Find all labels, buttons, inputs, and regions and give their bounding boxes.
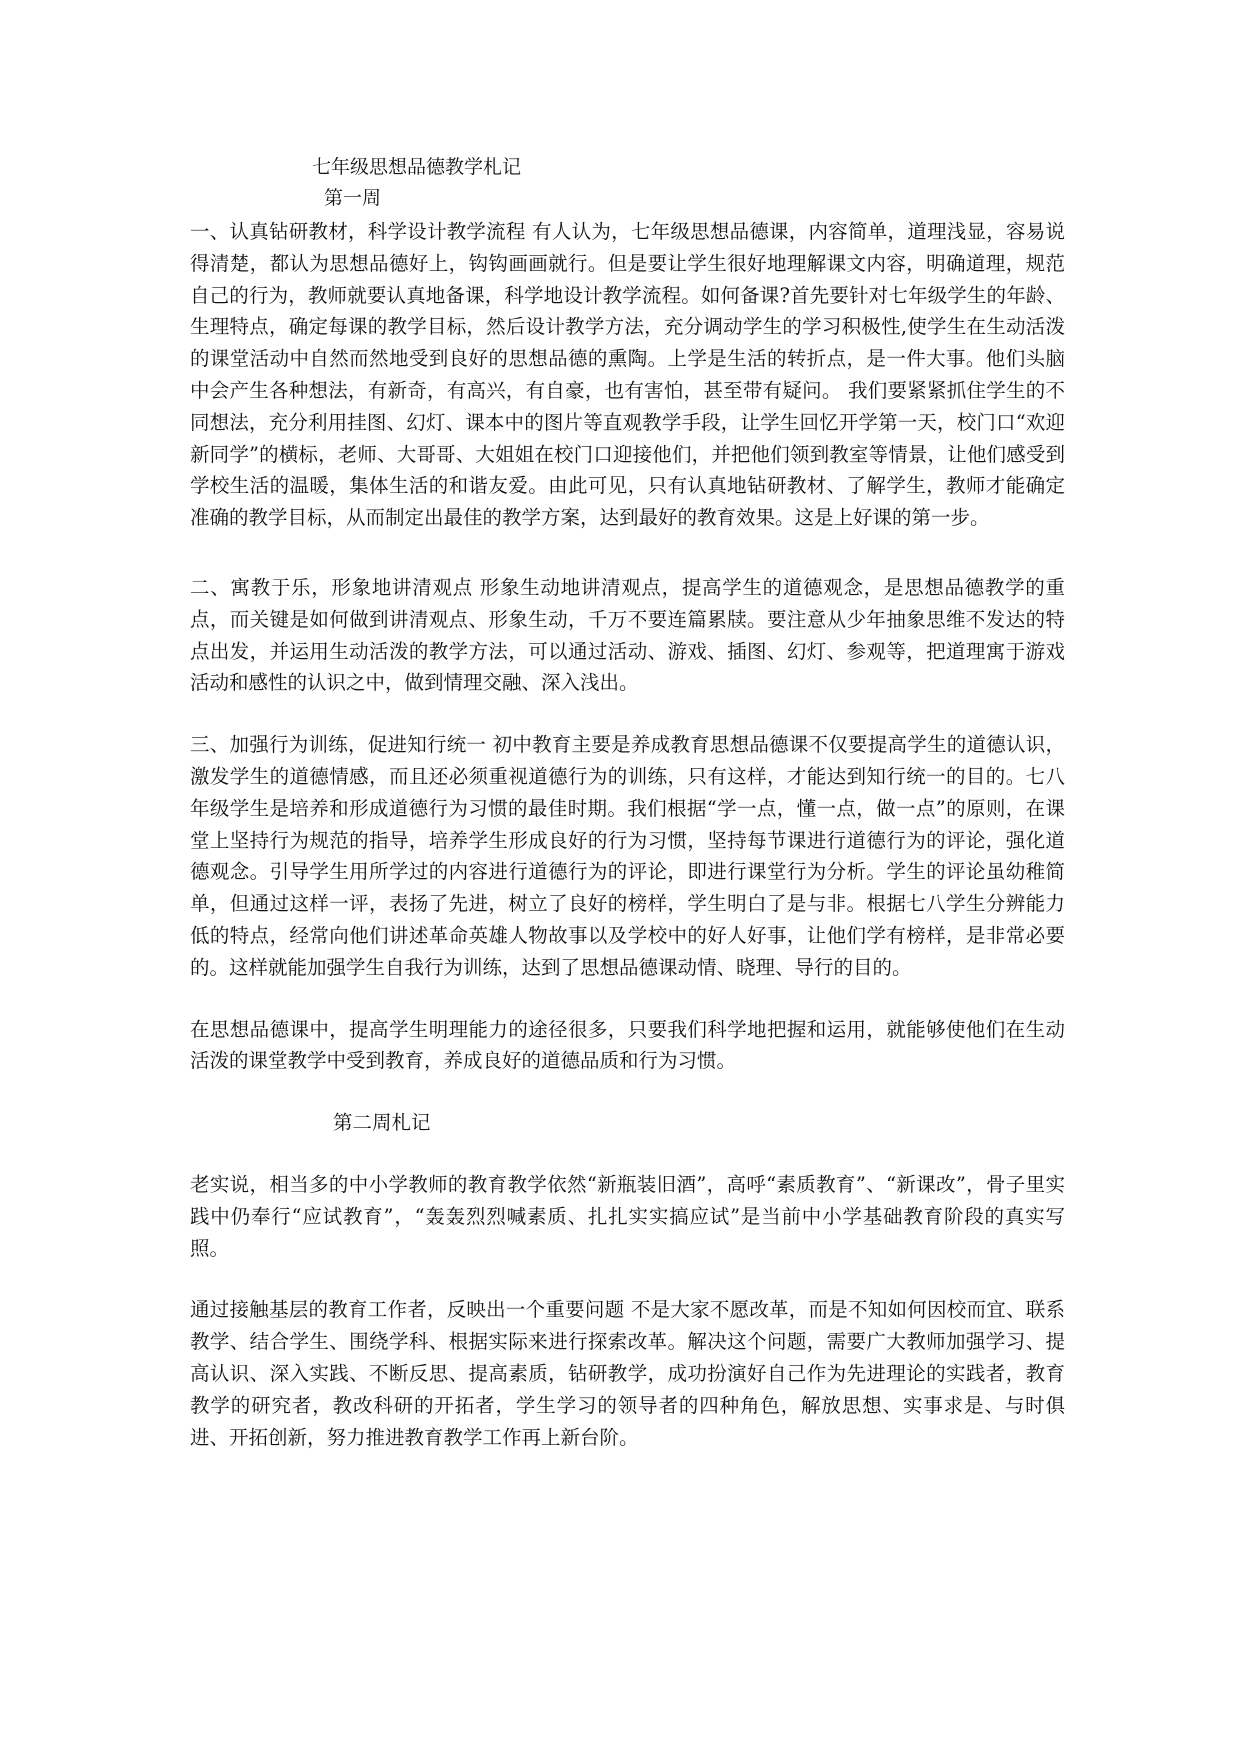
week2-heading: 第二周札记 — [333, 1111, 431, 1135]
paragraph-section-1: 一、认真钻研教材，科学设计教学流程 有人认为，七年级思想品德课，内容简单，道理浅显，容易说得清楚，都认为思想品德好上，钩钩画画就行。但是要让学生很好地理解课文内容，明确道理，规范自己的行为，教师就要认真地备课，科学地设计教学流程。如何备课?首先要针对七年级学生的年龄、生理特点，确定每课的教学目标，然后设计教学方法，充分调动学生的学习积极性,使学生在生动活泼的课堂活动中自然而然地受到良好的思想品德的熏陶。上学是生活的转折点，是一件大事。他们头脑中会产生各种想法，有新奇，有高兴，有自豪，也有害怕，甚至带有疑问。 我们要紧紧抓住学生的不同想法，充分利用挂图、幻灯、课本中的图片等直观教学手段，让学生回忆开学第一天，校门口“欢迎新同学”的横标，老师、大哥哥、大姐姐在校门口迎接他们，并把他们领到教室等情景，让他们感受到学校生活的温暖，集体生活的和谐友爱。由此可见，只有认真地钻研教材、了解学生，教师才能确定准确的教学目标，从而制定出最佳的教学方案，达到最好的教育效果。这是上好课的第一步。 — [190, 220, 1065, 530]
week1-heading: 第一周 — [324, 187, 382, 209]
document-body — [190, 216, 1065, 1453]
paragraph-week2-1: 老实说，相当多的中小学教师的教育教学依然“新瓶装旧酒”，高呼“素质教育”、“新课改”，骨子里实践中仍奉行“应试教育”，“轰轰烈烈喊素质、扎扎实实搞应试”是当前中小学基础教育阶段的真实写照。 — [190, 1172, 1065, 1260]
paragraph-conclusion: 在思想品德课中，提高学生明理能力的途径很多，只要我们科学地把握和运用，就能够使他们在生动活泼的课堂教学中受到教育，养成良好的道德品质和行为习惯。 — [190, 1017, 1065, 1073]
paragraph-week2-2: 通过接触基层的教育工作者，反映出一个重要问题 不是大家不愿改革，而是不知如何因校而宜、联系教学、结合学生、围绕学科、根据实际来进行探索改革。解决这个问题，需要广大教师加强学习、提高认识、深入实践、不断反思、提高素质，钻研教学，成功扮演好自己作为先进理论的实践者，教育教学的研究者，教改科研的开拓者，学生学习的领导者的四种角色，解放思想、实事求是、与时俱进、开拓创新，努力推进教育教学工作再上新台阶。 — [190, 1298, 1065, 1449]
document-title: 七年级思想品德教学札记 — [312, 156, 522, 178]
paragraph-section-2: 二、寓教于乐，形象地讲清观点 形象生动地讲清观点，提高学生的道德观念，是思想品德教学的重点，而关键是如何做到讲清观点、形象生动，千万不要连篇累牍。要注意从少年抽象思维不发达的特点出发，并运用生动活泼的教学方法，可以通过活动、游戏、插图、幻灯、参观等，把道理寓于游戏活动和感性的认识之中，做到情理交融、深入浅出。 — [190, 575, 1065, 695]
paragraph-section-3: 三、加强行为训练，促进知行统一 初中教育主要是养成教育思想品德课不仅要提高学生的道德认识，激发学生的道德情感，而且还必须重视道德行为的训练，只有这样，才能达到知行统一的目的。七八年级学生是培养和形成道德行为习惯的最佳时期。我们根据“学一点，懂一点，做一点”的原则，在课堂上坚持行为规范的指导，培养学生形成良好的行为习惯，坚持每节课进行道德行为的评论，强化道德观念。引导学生用所学过的内容进行道德行为的评论，即进行课堂行为分析。学生的评论虽幼稚简单，但通过这样一评，表扬了先进，树立了良好的榜样，学生明白了是与非。根据七八学生分辨能力低的特点，经常向他们讲述革命英雄人物故事以及学校中的好人好事，让他们学有榜样，是非常必要的。这样就能加强学生自我行为训练，达到了思想品德课动情、晓理、导行的目的。 — [190, 733, 1065, 979]
